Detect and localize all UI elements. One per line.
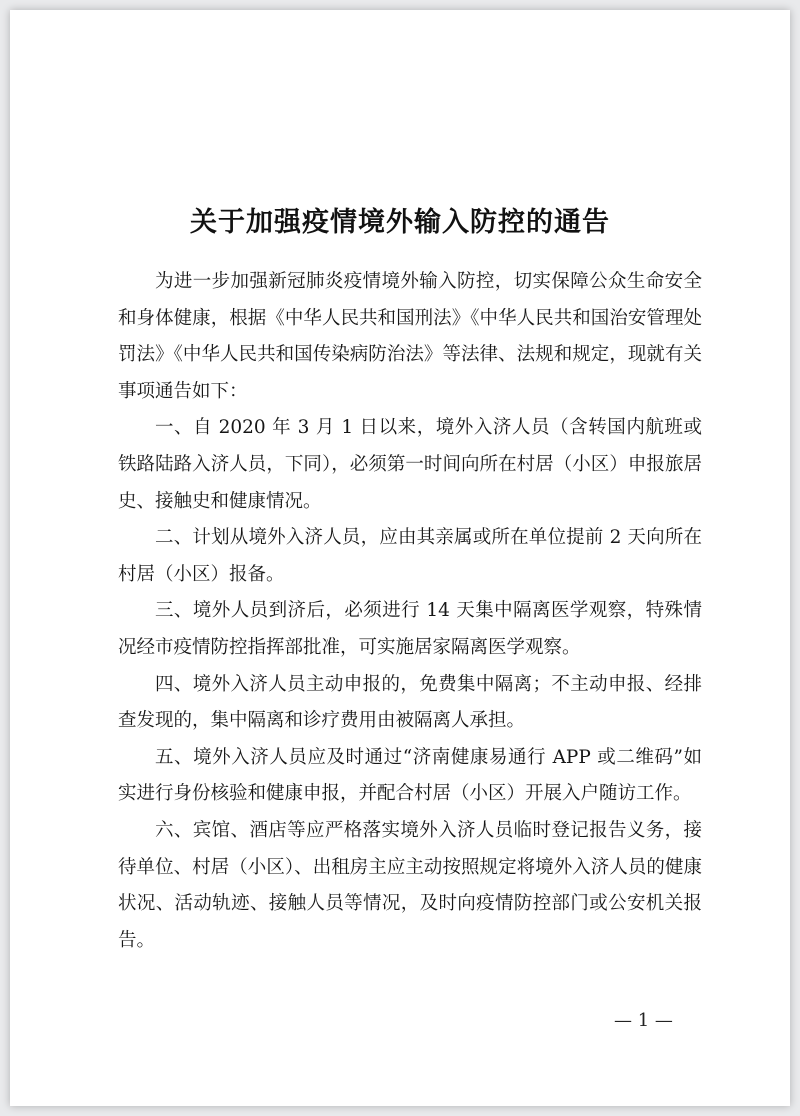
document-page [10,10,790,1106]
paragraph-item-2: 二、计划从境外入济人员，应由其亲属或所在单位提前 2 天向所在村居（小区）报备。 [118,527,702,585]
document-body [118,264,702,959]
paragraph-item-1: 一、自 2020 年 3 月 1 日以来，境外入济人员（含转国内航班或铁路陆路入济人员，下同），必须第一时间向所在村居（小区）申报旅居史、接触史和健康情况。 [118,417,702,512]
paragraph-item-5: 五、境外入济人员应及时通过“济南健康易通行 APP 或二维码”如实进行身份核验和健康申报，并配合村居（小区）开展入户随访工作。 [118,746,702,805]
paragraph-item-6: 六、宾馆、酒店等应严格落实境外入济人员临时登记报告义务，接待单位、村居（小区）、出租房主应主动按照规定将境外入济人员的健康状况、活动轨迹、接触人员等情况，及时向疫情防控部门或公安机关报告。 [118,819,702,951]
document-title: 关于加强疫情境外输入防控的通告 [190,207,610,238]
page-number: — 1 — [614,1010,673,1031]
paragraph-item-4: 四、境外入济人员主动申报的，免费集中隔离；不主动申报、经排查发现的，集中隔离和诊疗费用由被隔离人承担。 [118,673,702,732]
paragraph-intro: 为进一步加强新冠肺炎疫情境外输入防控，切实保障公众生命安全和身体健康，根据《中华人民共和国刑法》《中华人民共和国治安管理处罚法》《中华人民共和国传染病防治法》等法律、法规和规定，现就有关事项通告如下： [118,271,702,402]
paragraph-item-3: 三、境外人员到济后，必须进行 14 天集中隔离医学观察，特殊情况经市疫情防控指挥部批准，可实施居家隔离医学观察。 [118,600,702,658]
